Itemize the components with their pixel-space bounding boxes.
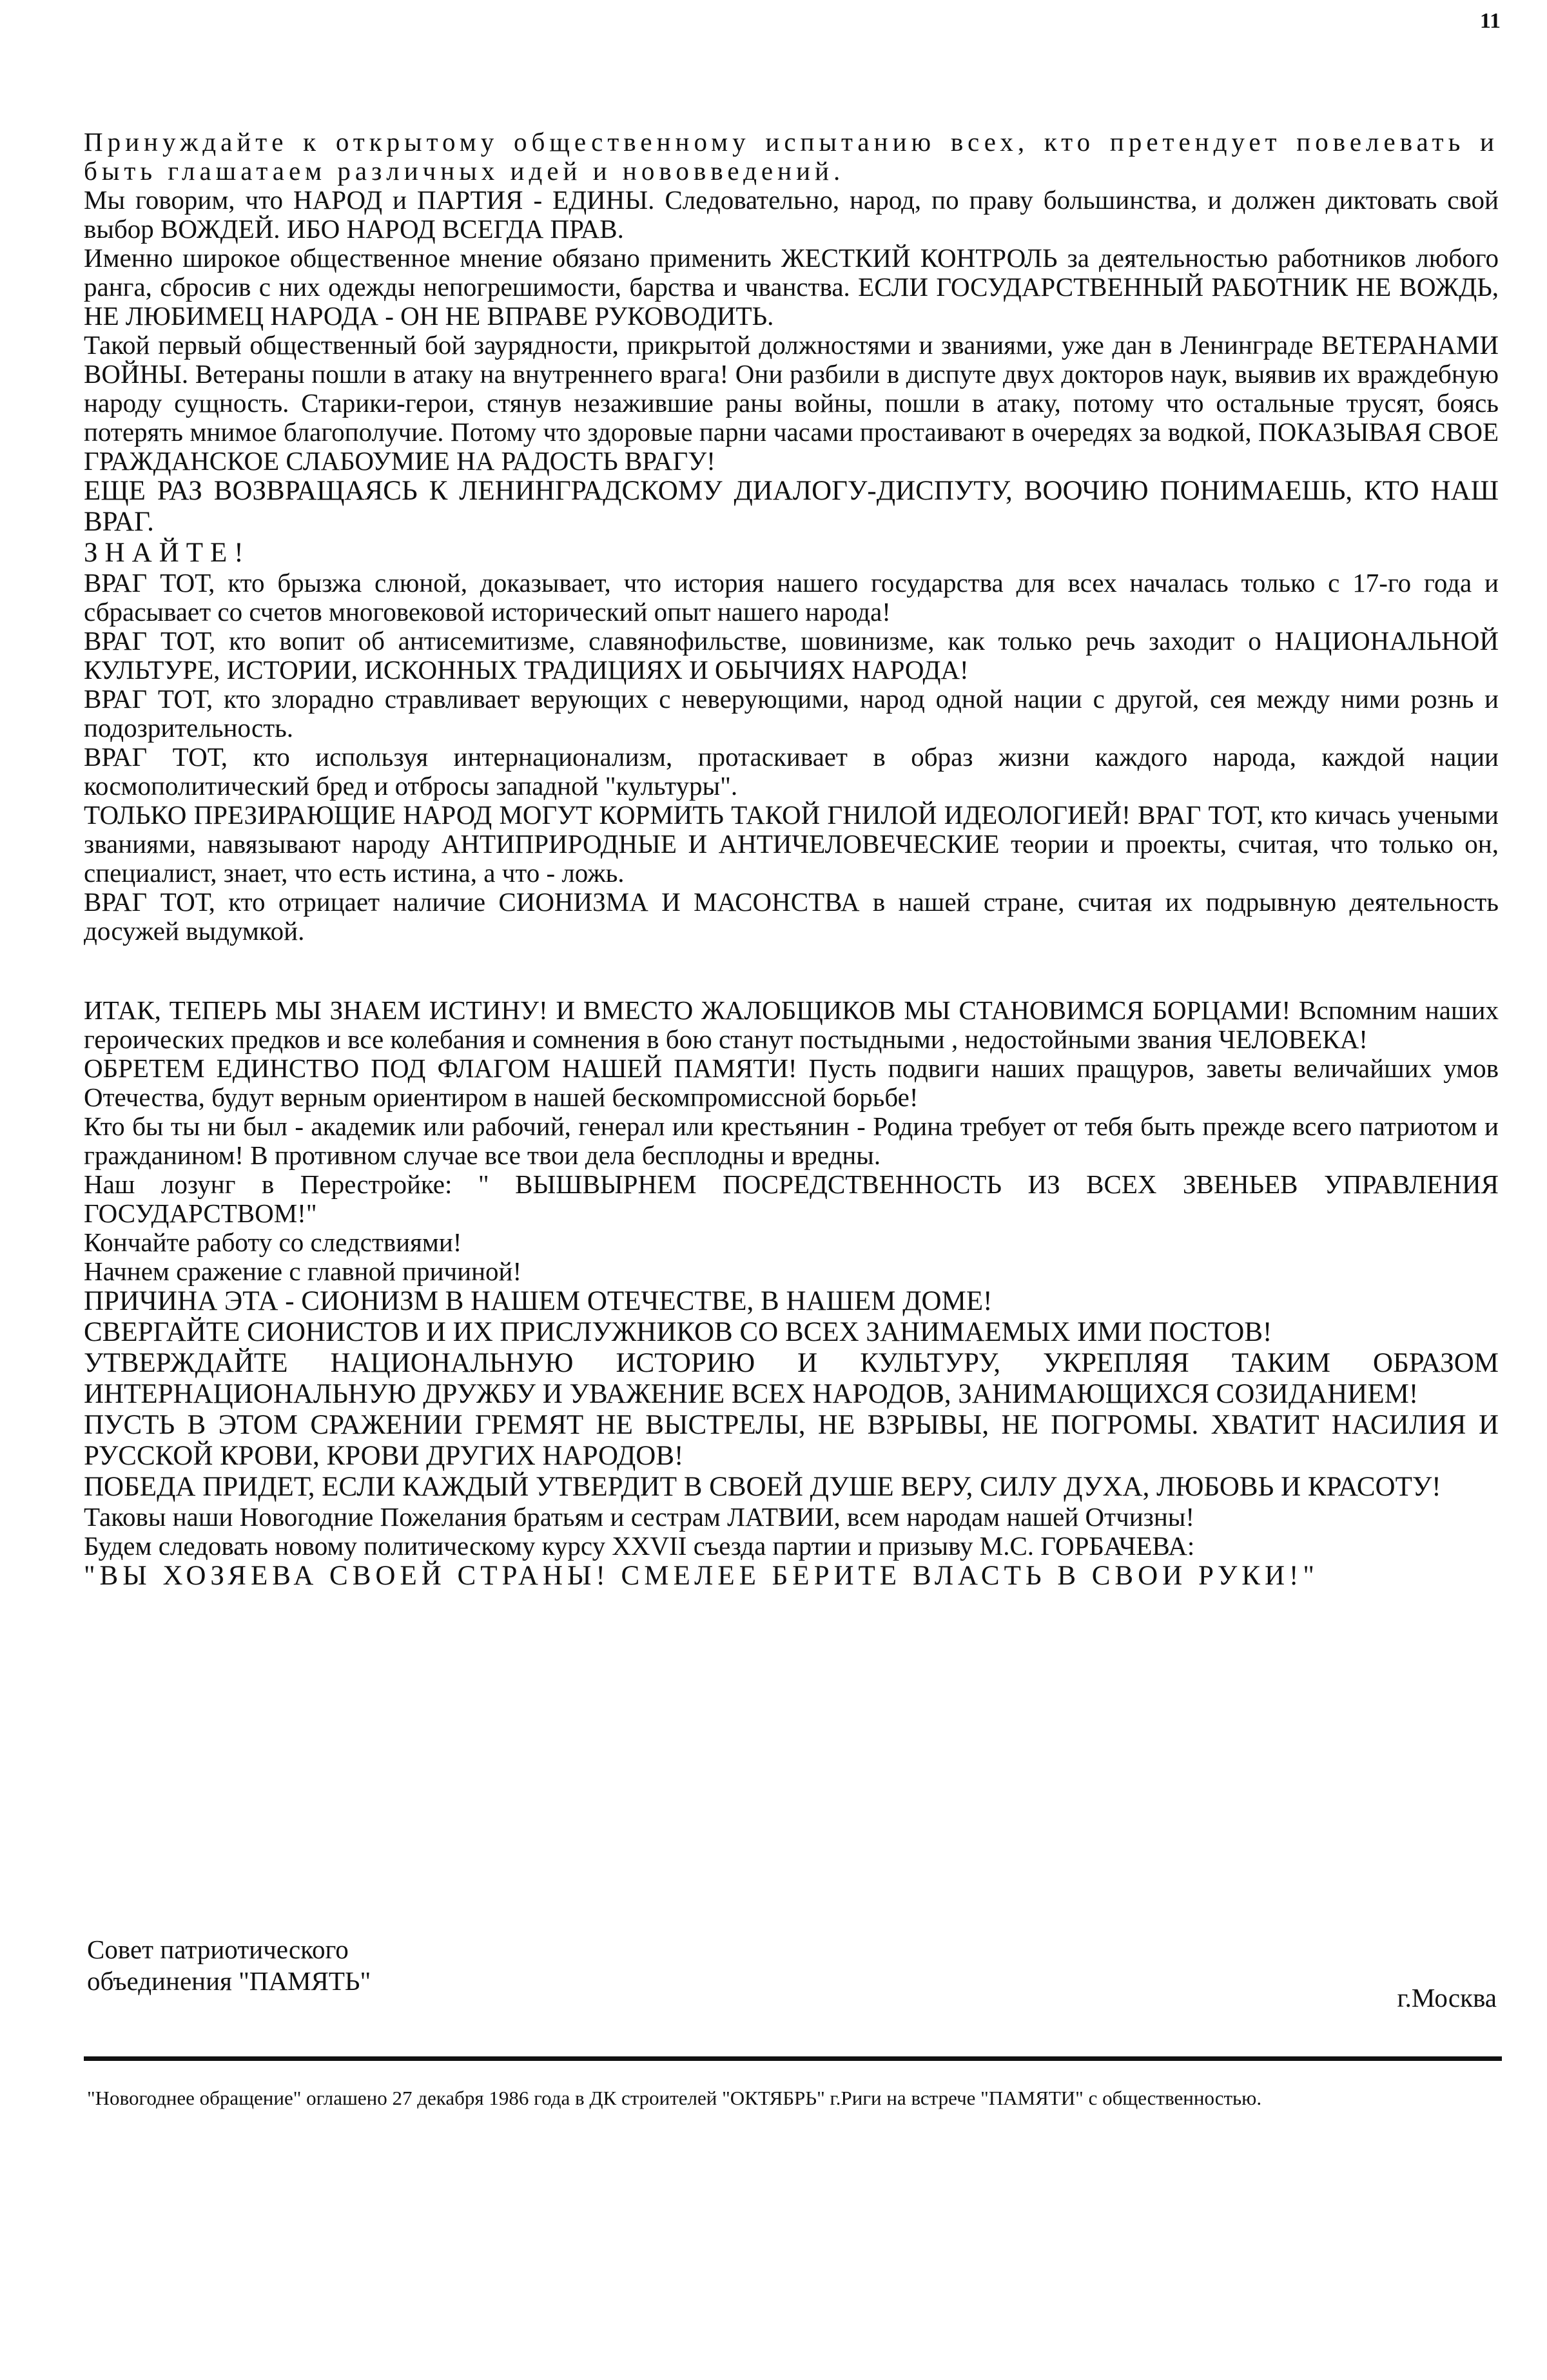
paragraph: Начнем сражение с главной причиной! [84, 1256, 522, 1286]
paragraph: Мы говорим, что НАРОД и ПАРТИЯ - ЕДИНЫ. Следовательно, народ, по праву большинства, и должен диктовать свой выбор ВОЖДЕЙ. ИБО НАРОД ВСЕГДА ПРАВ. [84, 185, 1499, 244]
paragraph: ВРАГ ТОТ, кто злорадно стравливает верующих с неверующими, народ одной нации с другой, сея между ними рознь и подозрительность. [84, 684, 1499, 743]
paragraph: ВРАГ ТОТ, кто отрицает наличие СИОНИЗМА И МАСОНСТВА в нашей стране, считая их подрывную деятельность досужей выдумкой. [84, 887, 1499, 946]
paragraph: ОБРЕТЕМ ЕДИНСТВО ПОД ФЛАГОМ НАШЕЙ ПАМЯТИ! Пусть подвиги наших пращуров, заветы величайших умов Отечества, будут верным ориентиром в нашей бескомпромиссной борьбе! [84, 1053, 1499, 1112]
paragraph: УТВЕРЖДАЙТЕ НАЦИОНАЛЬНУЮ ИСТОРИЮ И КУЛЬТУРУ, УКРЕПЛЯЯ ТАКИМ ОБРАЗОМ ИНТЕРНАЦИОНАЛЬНУЮ ДРУЖБУ И УВАЖЕНИЕ ВСЕХ НАРОДОВ, ЗАНИМАЮЩИХСЯ СОЗИДАНИЕМ! [84, 1348, 1499, 1409]
paragraph: Именно широкое общественное мнение обязано применить ЖЕСТКИЙ КОНТРОЛЬ за деятельностью работников любого ранга, сбросив с них одежды непогрешимости, барства и чванства. ЕСЛИ ГОСУДАРСТВЕННЫЙ РАБОТНИК НЕ ВОЖДЬ, НЕ ЛЮБИМЕЦ НАРОДА - ОН НЕ ВПРАВЕ РУКОВОДИТЬ. [84, 243, 1499, 331]
paragraph-gap [84, 946, 1499, 996]
paragraph: Наш лозунг в Перестройке: " ВЫШВЫРНЕМ ПОСРЕДСТВЕННОСТЬ ИЗ ВСЕХ ЗВЕНЬЕВ УПРАВЛЕНИЯ ГОСУДАРСТВОМ!" [84, 1169, 1499, 1228]
paragraph: ВРАГ ТОТ, кто используя интернационализм, протаскивает в образ жизни каждого народа, каждой нации космополитический бред и отбросы западной "культуры". [84, 742, 1499, 801]
paragraph: ПУСТЬ В ЭТОМ СРАЖЕНИИ ГРЕМЯТ НЕ ВЫСТРЕЛЫ, НЕ ВЗРЫВЫ, НЕ ПОГРОМЫ. ХВАТИТ НАСИЛИЯ И РУССКОЙ КРОВИ, КРОВИ ДРУГИХ НАРОДОВ! [84, 1410, 1499, 1471]
paragraph: ПОБЕДА ПРИДЕТ, ЕСЛИ КАЖДЫЙ УТВЕРДИТ В СВОЕЙ ДУШЕ ВЕРУ, СИЛУ ДУХА, ЛЮБОВЬ И КРАСОТУ! [84, 1472, 1441, 1502]
paragraph: ЕЩЕ РАЗ ВОЗВРАЩАЯСЬ К ЛЕНИНГРАДСКОМУ ДИАЛОГУ-ДИСПУТУ, ВООЧИЮ ПОНИМАЕШЬ, КТО НАШ ВРАГ. [84, 476, 1499, 537]
paragraph: ИТАК, ТЕПЕРЬ МЫ ЗНАЕМ ИСТИНУ! И ВМЕСТО ЖАЛОБЩИКОВ МЫ СТАНОВИМСЯ БОРЦАМИ! Вспомним наших героических предков и все колебания и сомнения в бою станут постыдными , недостойными звания ЧЕЛОВЕКА! [84, 995, 1499, 1054]
paragraph: "ВЫ ХОЗЯЕВА СВОЕЙ СТРАНЫ! СМЕЛЕЕ БЕРИТЕ ВЛАСТЬ В СВОИ РУКИ!" [84, 1561, 1319, 1591]
signature-line: объединения "ПАМЯТЬ" [87, 1966, 371, 1996]
paragraph: ПРИЧИНА ЭТА - СИОНИЗМ В НАШЕМ ОТЕЧЕСТВЕ, В НАШЕМ ДОМЕ! [84, 1286, 993, 1316]
paragraph: ТОЛЬКО ПРЕЗИРАЮЩИЕ НАРОД МОГУТ КОРМИТЬ ТАКОЙ ГНИЛОЙ ИДЕОЛОГИЕЙ! ВРАГ ТОТ, кто кичась учеными званиями, навязывают народу АНТИПРИРОДНЫЕ И АНТИЧЕЛОВЕЧЕСКИЕ теории и проекты, считая, что только он, специалист, знает, что есть истина, а что - ложь. [84, 800, 1499, 888]
paragraph: Принуждайте к открытому общественному испытанию всех, кто претендует повелевать и быть глашатаем различных идей и нововведений. [84, 127, 1499, 186]
paragraph: ВРАГ ТОТ, кто вопит об антисемитизме, славянофильстве, шовинизме, как только речь заходит о НАЦИОНАЛЬНОЙ КУЛЬТУРЕ, ИСТОРИИ, ИСКОННЫХ ТРАДИЦИЯХ И ОБЫЧИЯХ НАРОДА! [84, 626, 1499, 685]
paragraph: ВРАГ ТОТ, кто брызжа слюной, доказывает, что история нашего государства для всех началась только с 17-го года и сбрасывает со счетов многовековой исторический опыт нашего народа! [84, 568, 1499, 627]
city: г.Москва [1397, 1983, 1497, 2013]
signature-line: Совет патриотического [87, 1935, 349, 1964]
signature-block [87, 1934, 371, 1997]
page-number: 11 [1479, 9, 1501, 33]
footnote: "Новогоднее обращение" оглашено 27 декабря 1986 года в ДК строителей "ОКТЯБРЬ" г.Риги на встрече "ПАМЯТИ" с общественностью. [87, 2087, 1262, 2109]
paragraph: Такой первый общественный бой заурядности, прикрытой должностями и званиями, уже дан в Ленинграде ВЕТЕРАНАМИ ВОЙНЫ. Ветераны пошли в атаку на внутреннего врага! Они разбили в диспуте двух докторов наук, выявив их враждебную народу сущность. Старики-герои, стянув незажившие раны войны, пошли в атаку, потому что остальные трусят, боясь потерять мнимое благополучие. Потому что здоровые парни часами простаивают в очередях за водкой, ПОКАЗЫВАЯ СВОЕ ГРАЖДАНСКОЕ СЛАБОУМИЕ НА РАДОСТЬ ВРАГУ! [84, 330, 1499, 476]
paragraph: Таковы наши Новогодние Пожелания братьям и сестрам ЛАТВИИ, всем народам нашей Отчизны! [84, 1502, 1194, 1532]
paragraph: Кончайте работу со следствиями! [84, 1227, 462, 1257]
paragraph: СВЕРГАЙТЕ СИОНИСТОВ И ИХ ПРИСЛУЖНИКОВ СО ВСЕХ ЗАНИМАЕМЫХ ИМИ ПОСТОВ! [84, 1317, 1272, 1347]
paragraph: Будем следовать новому политическому курсу XXVII съезда партии и призыву М.С. ГОРБАЧЕВА: [84, 1531, 1195, 1561]
appeal-body [84, 128, 1499, 1592]
paragraph: Кто бы ты ни был - академик или рабочий, генерал или крестьянин - Родина требует от тебя быть прежде всего патриотом и гражданином! В противном случае все твои дела бесплодны и вредны. [84, 1111, 1499, 1170]
divider [84, 2056, 1502, 2061]
paragraph: ЗНАЙТЕ! [84, 538, 251, 568]
